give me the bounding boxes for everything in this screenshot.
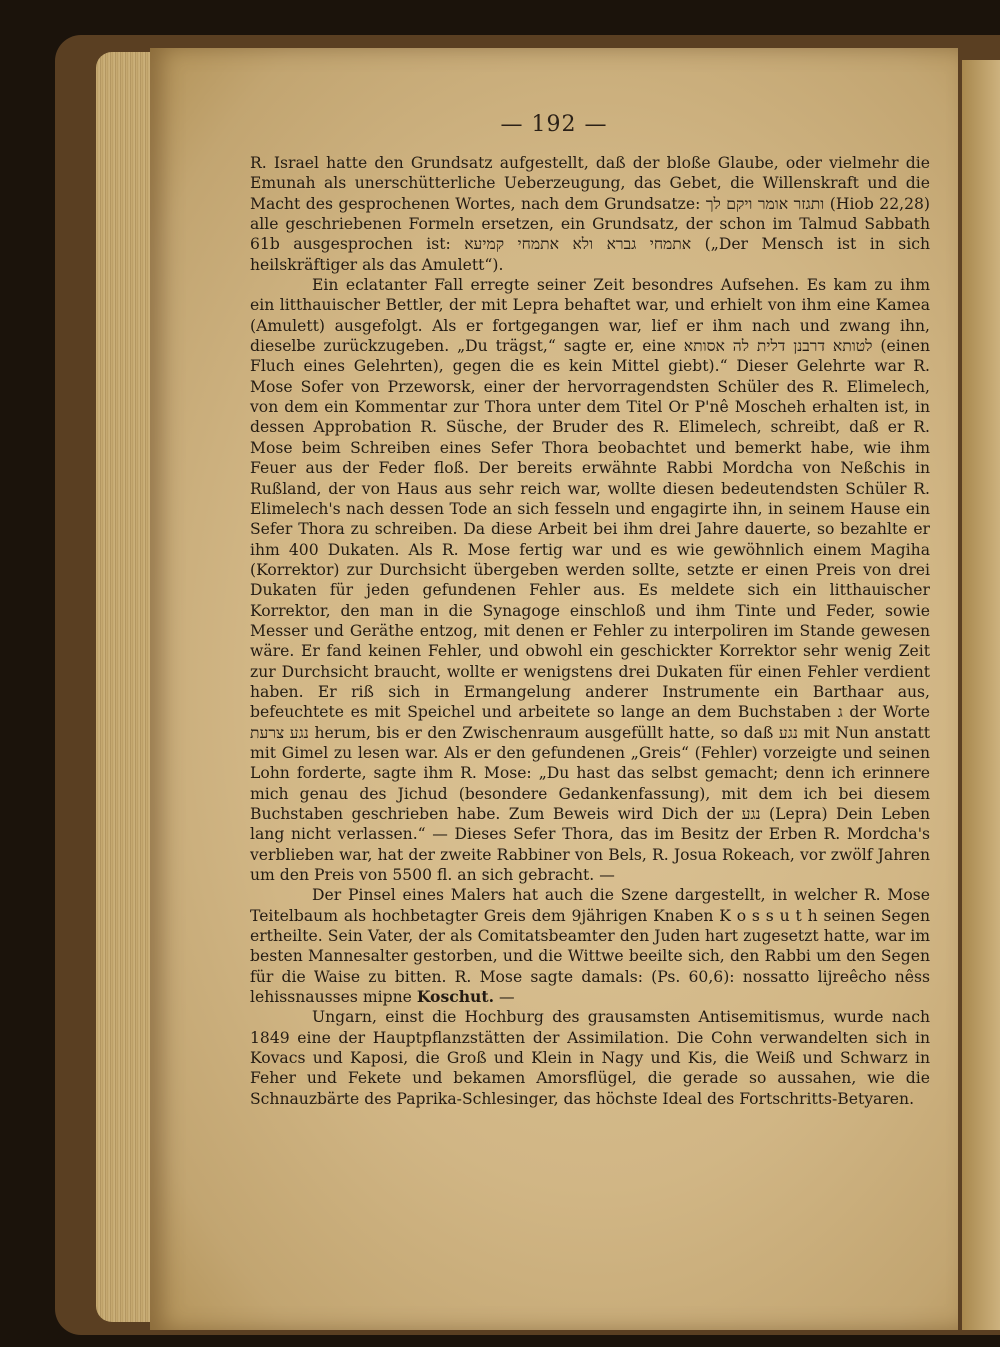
paragraph-3 <box>250 885 930 1007</box>
paragraph-1: R. Israel hatte den Grundsatz aufgestellt, daß der bloße Glaube, oder vielmehr die Emunah als unerschütterliche Ueberzeugung, das Gebet, die Willenskraft und die Macht des gesprochenen Wortes, nach dem Grundsatze: ותגזר אומר ויקם לך (Hiob 22,28) alle geschriebenen Formeln ersetzen, ein Grundsatz, der schon im Talmud Sabbath 61b ausgesprochen ist: אתמחי גברא ולא אתמחי קמיעא („Der Mensch ist in sich heilskräftiger als das Amulett“). <box>250 154 930 274</box>
page-text <box>250 153 930 1109</box>
paragraph-4: Ungarn, einst die Hochburg des grausamsten Antisemitismus, wurde nach 1849 eine der Hauptpflanzstätten der Assimilation. Die Cohn verwandelten sich in Kovacs und Kaposi, die Groß und Klein in Nagy und Kis, die Weiß und Schwarz in Feher und Fekete und bekamen Amorsflügel, die gerade so aussahen, wie die Schnauzbärte des Paprika-Schlesinger, das höchste Ideal des Fortschritts-Betyaren. <box>250 1008 930 1108</box>
paragraph-3-text: Der Pinsel eines Malers hat auch die Szene dargestellt, in welcher R. Mose Teitelbaum als hochbetagter Greis dem 9jährigen Knaben K o s s u t h seinen Segen ertheilte. Sein Vater, der als Comitatsbeamter den Juden hart zugesetzt hatte, war im besten Mannesalter gestorben, und die Wittwe beeilte sich, den Rabbi um den Segen für die Waise zu bitten. R. Mose sagte damals: (Ps. 60,6): nossatto lijreêcho nêss lehissnausses mipne <box>250 886 930 1007</box>
paragraph-3-tail: — <box>494 988 515 1007</box>
book-page <box>150 48 958 1330</box>
paragraph-2: Ein eclatanter Fall erregte seiner Zeit besondres Aufsehen. Es kam zu ihm ein litthauischer Bettler, der mit Lepra behaftet war, und erhielt von ihm eine Kamea (Amulett) ausgefolgt. Als er fortgegangen war, lief er ihm nach und zwang ihn, dieselbe zurückzugeben. „Du trägst,“ sagte er, eine לטותא דרבנן דלית לה אסותא (einen Fluch eines Gelehrten), gegen die es kein Mittel giebt).“ Dieser Gelehrte war R. Mose Sofer von Przeworsk, einer der hervorragendsten Schüler des R. Elimelech, von dem ein Kommentar zur Thora unter dem Titel Or P'nê Moscheh erhalten ist, in dessen Approbation R. Süsche, der Bruder des R. Elimelech, schreibt, daß er R. Mose beim Schreiben eines Sefer Thora beobachtet und bemerkt habe, wie ihm Feuer aus der Feder floß. Der bereits erwähnte Rabbi Mordcha von Neßchis in Rußland, der von Haus aus sehr reich war, wollte diesen bedeutendsten Schüler R. Elimelech's nach dessen Tode an sich fesseln und engagirte ihn, in seinem Hause ein Sefer Thora zu schreiben. Da diese Arbeit bei ihm drei Jahre dauerte, so bezahlte er ihm 400 Dukaten. Als R. Mose fertig war und es wie gewöhnlich einem Magiha (Korrektor) zur Durchsicht übergeben werden sollte, setzte er einen Preis von drei Dukaten für jeden gefundenen Fehler aus. Es meldete sich ein litthauischer Korrektor, den man in die Synagoge einschloß und ihm Tinte und Feder, sowie Messer und Geräthe entzog, mit denen er Fehler zu interpoliren im Stande gewesen wäre. Er fand keinen Fehler, und obwohl ein geschickter Korrektor sehr wenig Zeit zur Durchsicht braucht, wollte er wenigstens drei Dukaten für einen Fehler verdient haben. Er riß sich in Ermangelung anderer Instrumente ein Barthaar aus, befeuchtete es mit Speichel und arbeitete so lange an dem Buchstaben ג der Worte נגע צרעת herum, bis er den Zwischenraum ausgefüllt hatte, so daß נגע mit Nun anstatt mit Gimel zu lesen war. Als er den gefundenen „Greis“ (Fehler) vorzeigte und seinen Lohn forderte, sagte ihm R. Mose: „Du hast das selbst gemacht; denn ich erinnere mich genau des Jichud (besondere Gedankenfassung), mit dem ich bei diesem Buchstaben geschrieben habe. Zum Beweis wird Dich der נגע (Lepra) Dein Leben lang nicht verlassen.“ — Dieses Sefer Thora, das im Besitz der Erben R. Mordcha's verblieben war, hat der zweite Rabbiner von Bels, R. Josua Rokeach, vor zwölf Jahren um den Preis von 5500 fl. an sich gebracht. — <box>250 276 931 885</box>
page-edges <box>96 52 156 1322</box>
next-page-edge <box>962 60 1000 1330</box>
page-number: — 192 — <box>500 112 608 137</box>
emphasis-koschut: Koschut. <box>416 987 495 1007</box>
